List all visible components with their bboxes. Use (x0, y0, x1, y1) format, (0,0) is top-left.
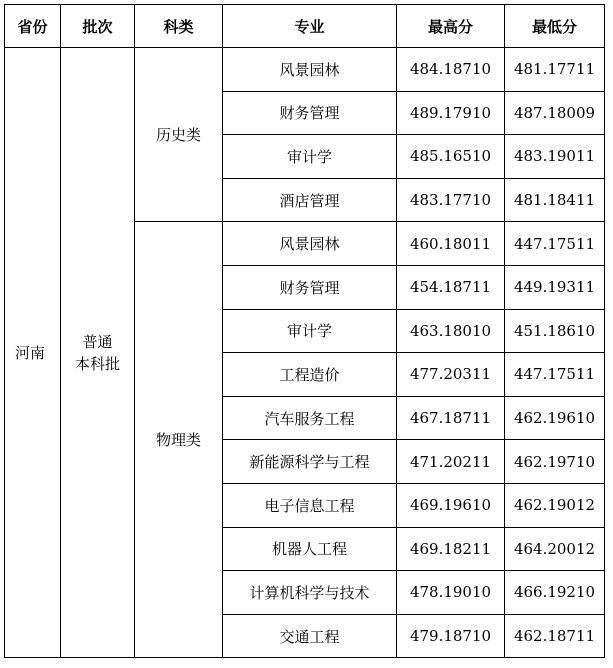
max-score-cell: 485.16510 (397, 135, 505, 179)
category-cell: 物理类 (135, 222, 223, 658)
header-province: 省份 (5, 5, 61, 48)
major-cell: 酒店管理 (223, 178, 397, 222)
min-score-cell: 483.19011 (505, 135, 605, 179)
major-cell: 计算机科学与技术 (223, 571, 397, 615)
header-batch: 批次 (61, 5, 135, 48)
major-cell: 审计学 (223, 135, 397, 179)
header-max-score: 最高分 (397, 5, 505, 48)
min-score-cell: 464.20012 (505, 527, 605, 571)
min-score-cell: 462.19610 (505, 396, 605, 440)
table-row (5, 48, 605, 92)
min-score-cell: 481.18411 (505, 178, 605, 222)
batch-line-2: 本科批 (74, 354, 120, 373)
province-cell: 河南 (5, 48, 61, 658)
min-score-cell: 462.19710 (505, 440, 605, 484)
major-cell: 审计学 (223, 309, 397, 353)
max-score-cell: 469.18211 (397, 527, 505, 571)
max-score-cell: 484.18710 (397, 48, 505, 92)
major-cell: 机器人工程 (223, 527, 397, 571)
min-score-cell: 466.19210 (505, 571, 605, 615)
max-score-cell: 483.17710 (397, 178, 505, 222)
major-cell: 汽车服务工程 (223, 396, 397, 440)
score-table (4, 4, 605, 658)
major-cell: 财务管理 (223, 265, 397, 309)
max-score-cell: 479.18710 (397, 614, 505, 658)
min-score-cell: 462.19012 (505, 483, 605, 527)
header-min-score: 最低分 (505, 5, 605, 48)
max-score-cell: 454.18711 (397, 265, 505, 309)
max-score-cell: 478.19010 (397, 571, 505, 615)
header-major: 专业 (223, 5, 397, 48)
max-score-cell: 463.18010 (397, 309, 505, 353)
min-score-cell: 487.18009 (505, 91, 605, 135)
batch-line-1: 普通 (82, 332, 113, 351)
major-cell: 风景园林 (223, 48, 397, 92)
min-score-cell: 451.18610 (505, 309, 605, 353)
min-score-cell: 447.17511 (505, 353, 605, 397)
max-score-cell: 489.17910 (397, 91, 505, 135)
min-score-cell: 481.17711 (505, 48, 605, 92)
batch-cell (61, 48, 135, 658)
major-cell: 财务管理 (223, 91, 397, 135)
min-score-cell: 449.19311 (505, 265, 605, 309)
max-score-cell: 477.20311 (397, 353, 505, 397)
category-cell: 历史类 (135, 48, 223, 222)
min-score-cell: 462.18711 (505, 614, 605, 658)
max-score-cell: 471.20211 (397, 440, 505, 484)
max-score-cell: 460.18011 (397, 222, 505, 266)
major-cell: 交通工程 (223, 614, 397, 658)
major-cell: 工程造价 (223, 353, 397, 397)
table-body (5, 48, 605, 658)
major-cell: 风景园林 (223, 222, 397, 266)
header-category: 科类 (135, 5, 223, 48)
header-row (5, 5, 605, 48)
max-score-cell: 467.18711 (397, 396, 505, 440)
major-cell: 电子信息工程 (223, 483, 397, 527)
min-score-cell: 447.17511 (505, 222, 605, 266)
max-score-cell: 469.19610 (397, 483, 505, 527)
major-cell: 新能源科学与工程 (223, 440, 397, 484)
